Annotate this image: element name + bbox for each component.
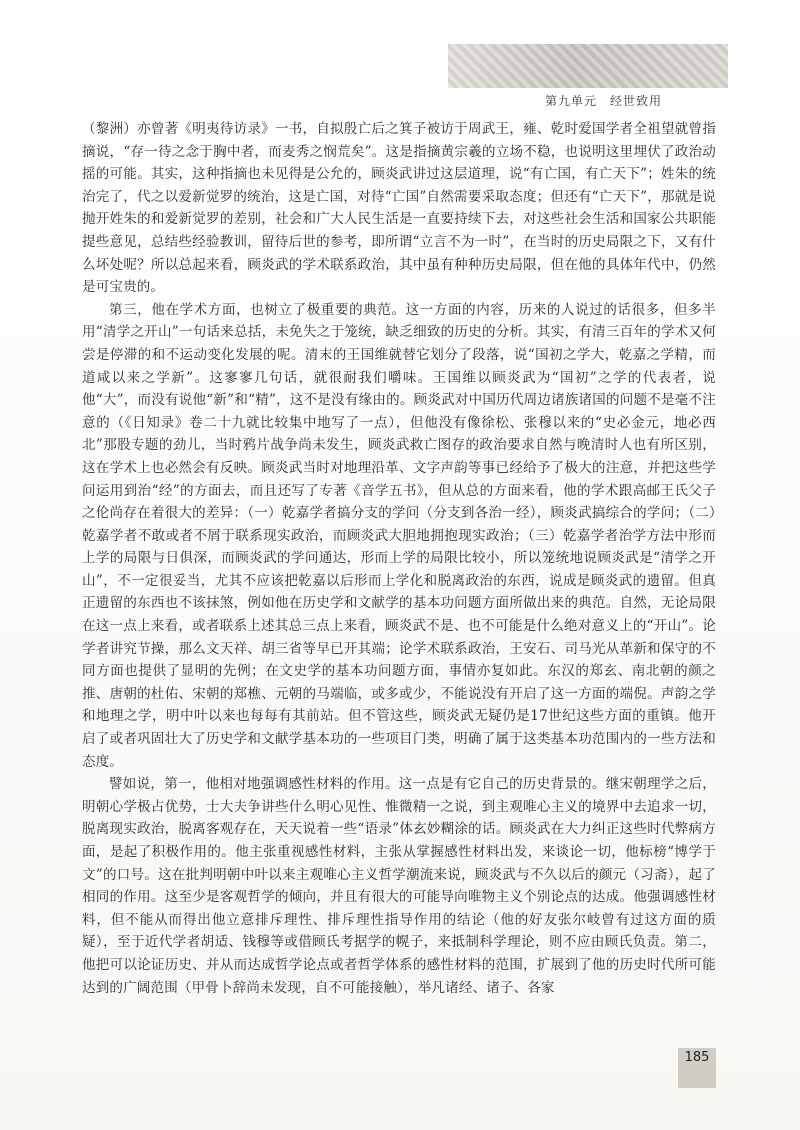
unit-title: 第九单元 经世致用: [544, 94, 662, 108]
paragraph-2: 第三，他在学术方面，也树立了极重要的典范。这一方面的内容，历来的人说过的话很多，但多半用“清学之开山”一句话来总括，未免失之于笼统，缺乏细致的历史的分析。其实，有清三百年的学术又何尝是停滞的和不运动变化发展的呢。清末的王国维就替它划分了段落，说“国初之学大，乾嘉之学精，而道咸以来之学新”。这寥寥几句话，就很耐我们嚼味。王国维以顾炎武为“国初”之学的代表者，说他“大”，而没有说他“新”和“精”，这不是没有缘由的。顾炎武对中国历代周边诸族诸国的问题不是毫不注意的（《日知录》卷二十九就比较集中地写了一点），但他没有像徐松、张穆以来的“史必金元，地必西北”那股专题的劲儿，当时鸦片战争尚未发生，顾炎武救亡图存的政治要求自然与晚清时人也有所区别，这在学术上也必然会有反映。顾炎武当时对地理沿革、文字声韵等事已经给予了极大的注意，并把这些学问运用到治“经”的方面去，而且还写了专著《音学五书》，但从总的方面来看，他的学术跟高邮王氏父子之伦尚存在着很大的差异：（一）乾嘉学者搞分支的学问（分支到各治一经），顾炎武搞综合的学问；（二）乾嘉学者不敢或者不屑于联系现实政治，而顾炎武大胆地拥抱现实政治；（三）乾嘉学者治学方法中形而上学的局限与日俱深，而顾炎武的学问通达，形而上学的局限比较小，所以笼统地说顾炎武是“清学之开山”，不一定很妥当，尤其不应该把乾嘉以后形而上学化和脱离政治的东西，说成是顾炎武的遗留。但真正遗留的东西也不该抹煞，例如他在历史学和文献学的基本功问题方面所做出来的典范。自然，无论局限在这一点上来看，或者联系上述其总三点上来看，顾炎武不是、也不可能是什么绝对意义上的“开山”。论学者讲究节操，那么文天祥、胡三省等早已开其端；论学术联系政治，王安石、司马光从革新和保守的不同方面也提供了显明的先例；在文史学的基本功问题方面，事情亦复如此。东汉的郑玄、南北朝的颜之推、唐朝的杜佑、宋朝的郑樵、元朝的马端临，或多或少，不能说没有开启了这一方面的端倪。声韵之学和地理之学，明中叶以来也每每有其前站。但不管这些，顾炎武无疑仍是17世纪这些方面的重镇。他开启了或者巩固壮大了历史学和文献学基本功的一些项目门类，明确了属于这类基本功范围内的一些方法和态度。: [82, 301, 716, 770]
header-decoration: [448, 44, 728, 88]
paragraph-3: 譬如说，第一，他相对地强调感性材料的作用。这一点是有它自己的历史背景的。继宋朝理学之后，明朝心学极占优势，士大夫争讲些什么明心见性、惟微精一之说，到主观唯心主义的境界中去追求一切，脱离现实政治，脱离客观存在，天天说着一些“语录”体玄妙糊涂的话。顾炎武在大力纠正这些时代弊病方面，是起了积极作用的。他主张重视感性材料，主张从掌握感性材料出发，来谈论一切，他标榜“博学于文”的口号。这在批判明朝中叶以来主观唯心主义哲学潮流来说，顾炎武与不久以后的颜元（习斋），起了相同的作用。这至少是客观哲学的倾向，并且有很大的可能导向唯物主义个别论点的达成。他强调感性材料，但不能从而得出他立意排斥理性、排斥理性指导作用的结论（他的好友张尔岐曾有过这方面的质疑），至于近代学者胡适、钱穆等或借顾氏考据学的幌子，来抵制科学理论，则不应由顾氏负责。第二，他把可以论证历史、并从而达成哲学论点或者哲学体系的感性材料的范围，扩展到了他的历史时代所可能达到的广阔范围（甲骨卜辞尚未发现，自不可能接触），举凡诸经、诸子、各家: [82, 776, 716, 996]
page-number: 185: [684, 1050, 710, 1065]
paragraph-1: （黎洲）亦曾著《明夷待访录》一书，自拟殷亡后之箕子被访于周武王，雍、乾时爱国学者全祖望就曾指摘说，“存一待之念于胸中者，而麦秀之悯荒矣”。这是指摘黄宗羲的立场不稳，也说明这里埋伏了政治动摇的可能。其实，这种指摘也未见得是公允的，顾炎武讲过这层道理，说“有亡国，有亡天下”；姓朱的统治完了，代之以爱新觉罗的统治，这是亡国，对待“亡国”自然需要采取态度；但还有“亡天下”，那就是说抛开姓朱的和爱新觉罗的差别，社会和广大人民生活是一直要持续下去，对这些社会生活和国家公共职能提些意见，总结些经验教训，留待后世的参考，即所谓“立言不为一时”，在当时的历史局限之下，又有什么坏处呢？所以总起来看，顾炎武的学术联系政治，其中虽有种种历史局限，但在他的具体年代中，仍然是可宝贵的。: [82, 121, 716, 296]
body-text: [82, 118, 716, 999]
